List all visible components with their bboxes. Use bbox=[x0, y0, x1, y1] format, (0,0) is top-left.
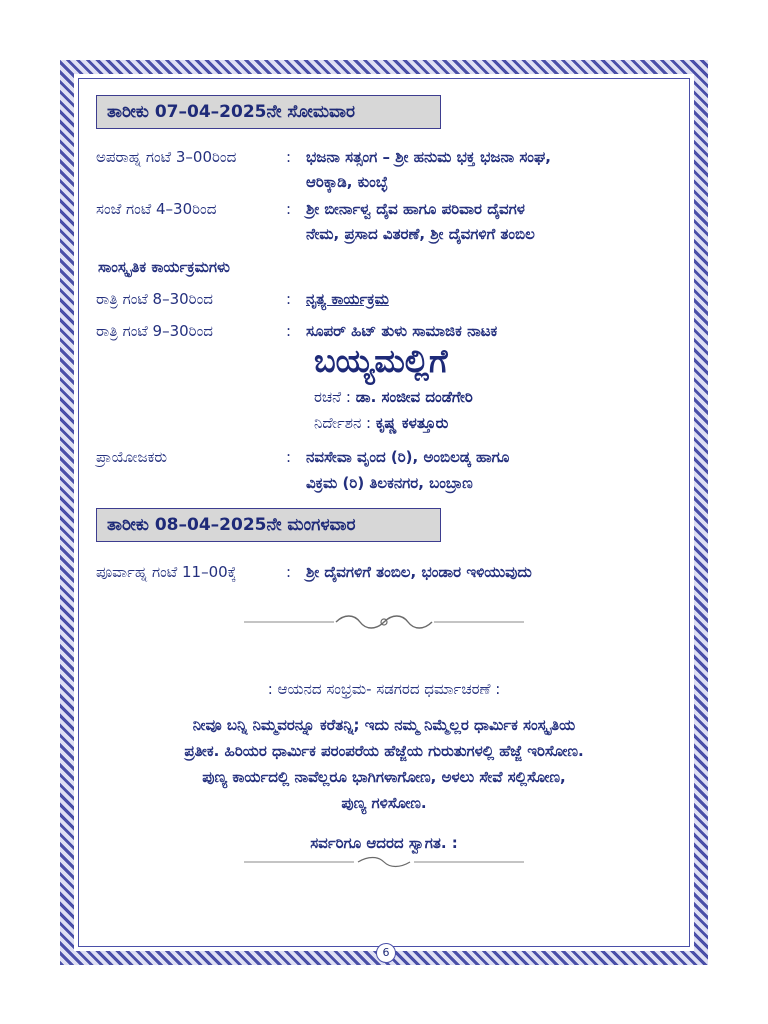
invite-line-1: ನೀವೂ ಬನ್ನಿ ನಿಮ್ಮವರನ್ನೂ ಕರೆತನ್ನಿ; ಇದು ನಮ್ಮ ನಿಮ್ಮೆಲ್ಲರ ಧಾರ್ಮಿಕ ಸಂಸ್ಕೃತಿಯ bbox=[192, 716, 576, 734]
ornament-divider bbox=[244, 612, 524, 632]
time-label: ರಾತ್ರಿ ಗಂಟೆ 8–30ರಿಂದ bbox=[96, 290, 213, 308]
event-text: ಸೂಪರ್ ಹಿಟ್ ತುಳು ಸಾಮಾಜಿಕ ನಾಟಕ bbox=[306, 322, 498, 340]
time-label: ಸಂಜೆ ಗಂಟೆ 4–30ರಿಂದ bbox=[96, 200, 217, 218]
event-text: ಶ್ರೀ ಬೀರ್ನಾಳ್ವ ದೈವ ಹಾಗೂ ಪರಿವಾರ ದೈವಗಳ bbox=[306, 200, 525, 218]
director-name: ಕೃಷ್ಣ ಕಳತ್ತೂರು bbox=[375, 414, 449, 432]
event-text-cont: ನೇಮ, ಪ್ರಸಾದ ವಿತರಣೆ, ಶ್ರೀ ದೈವಗಳಿಗೆ ತಂಬಿಲ bbox=[306, 225, 535, 243]
sponsor-label: ಪ್ರಾಯೋಜಕರು bbox=[96, 448, 168, 466]
date-heading-day2: ತಾರೀಕು 08–04–2025ನೇ ಮಂಗಳವಾರ bbox=[96, 508, 441, 542]
drama-title: ಬಯ್ಯಮಲ್ಲಿಗೆ bbox=[314, 342, 448, 380]
event-text: ಶ್ರೀ ದೈವಗಳಿಗೆ ತಂಬಿಲ, ಭಂಡಾರ ಇಳಿಯುವುದು bbox=[306, 563, 532, 581]
invite-line-4: ಪುಣ್ಯ ಗಳಿಸೋಣ. bbox=[341, 794, 427, 812]
author-label: ರಚನೆ : bbox=[314, 388, 351, 406]
cultural-heading: ಸಾಂಸ್ಕೃತಿಕ ಕಾರ್ಯಕ್ರಮಗಳು bbox=[98, 258, 230, 276]
director-line bbox=[314, 414, 448, 432]
page-number: 6 bbox=[376, 943, 396, 963]
time-label: ಅಪರಾಹ್ನ ಗಂಟೆ 3–00ರಿಂದ bbox=[96, 148, 237, 166]
colon: : bbox=[286, 322, 292, 340]
director-label: ನಿರ್ದೇಶನ : bbox=[314, 414, 372, 432]
colon: : bbox=[286, 563, 292, 581]
event-text: ನೃತ್ಯ ಕಾರ್ಯಕ್ರಮ bbox=[306, 290, 389, 308]
event-text-cont: ಆರಿಕ್ಕಾಡಿ, ಕುಂಬ್ಳೆ bbox=[306, 173, 388, 191]
ornament-divider-bottom bbox=[244, 852, 524, 872]
colon: : bbox=[286, 148, 292, 166]
sponsor-text-cont: ವಿಕ್ರಮ (ರಿ) ತಿಲಕನಗರ, ಬಂಬ್ರಾಣ bbox=[306, 474, 473, 492]
welcome-line: ಸರ್ವರಿಗೂ ಆದರದ ಸ್ವಾಗತ. : bbox=[310, 834, 458, 852]
invite-line-2: ಪ್ರತೀಕ. ಹಿರಿಯರ ಧಾರ್ಮಿಕ ಪರಂಪರೆಯ ಹೆಜ್ಜೆಯ ಗುರುತುಗಳಲ್ಲಿ ಹೆಜ್ಜೆ ಇರಿಸೋಣ. bbox=[184, 742, 584, 760]
colon: : bbox=[286, 448, 292, 466]
colon: : bbox=[286, 290, 292, 308]
author-line bbox=[314, 388, 473, 406]
time-label: ಪೂರ್ವಾಹ್ನ ಗಂಟೆ 11–00ಕ್ಕೆ bbox=[96, 563, 237, 581]
date-heading-day1: ತಾರೀಕು 07–04–2025ನೇ ಸೋಮವಾರ bbox=[96, 95, 441, 129]
invite-line-3: ಪುಣ್ಯ ಕಾರ್ಯದಲ್ಲಿ ನಾವೆಲ್ಲರೂ ಭಾಗಿಗಳಾಗೋಣ, ಅಳಲು ಸೇವೆ ಸಲ್ಲಿಸೋಣ, bbox=[202, 768, 566, 786]
author-name: ಡಾ. ಸಂಜೀವ ದಂಡೆಗೇರಿ bbox=[355, 388, 473, 406]
colon: : bbox=[286, 200, 292, 218]
motto: : ಆಯನದ ಸಂಭ್ರಮ- ಸಡಗರದ ಧರ್ಮಾಚರಣೆ : bbox=[267, 680, 501, 698]
event-text: ಭಜನಾ ಸತ್ಸಂಗ – ಶ್ರೀ ಹನುಮ ಭಕ್ತ ಭಜನಾ ಸಂಘ, bbox=[306, 148, 551, 166]
sponsor-text: ನವಸೇವಾ ವೃಂದ (ರಿ), ಅಂಬಿಲಡ್ಕ ಹಾಗೂ bbox=[306, 448, 510, 466]
time-label: ರಾತ್ರಿ ಗಂಟೆ 9–30ರಿಂದ bbox=[96, 322, 213, 340]
